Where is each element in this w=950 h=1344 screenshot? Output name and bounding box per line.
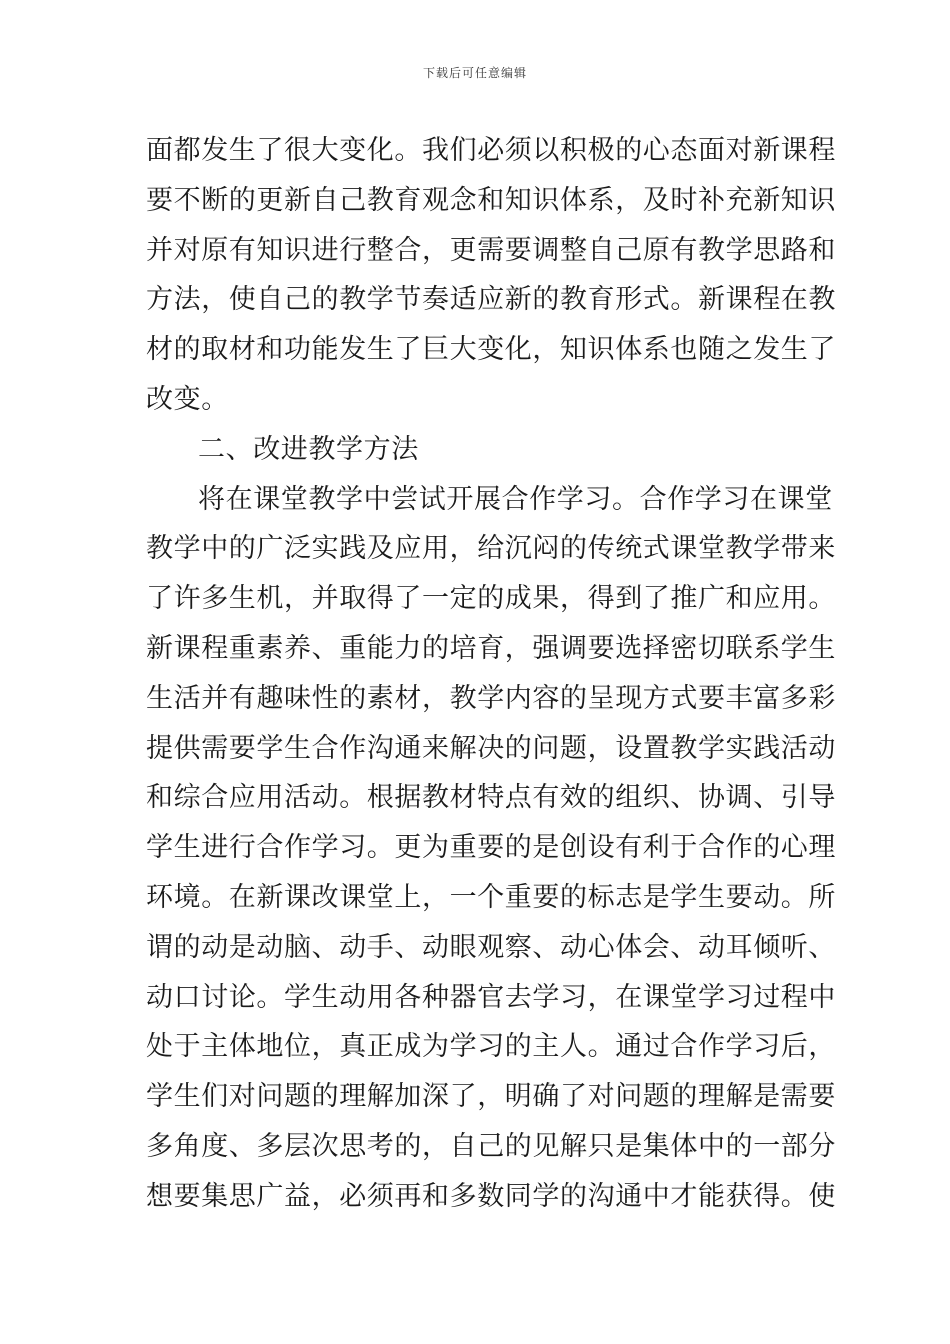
text-line: 面都发生了很大变化。我们必须以积极的心态面对新课程 xyxy=(146,135,836,166)
text-line: 了许多生机，并取得了一定的成果，得到了推广和应用。 xyxy=(146,583,836,615)
text-line: 提供需要学生合作沟通来解决的问题，设置教学实践活动 xyxy=(146,732,836,764)
page-header: 下载后可任意编辑 xyxy=(422,66,527,80)
text-line: 动口讨论。学生动用各种器官去学习，在课堂学习过程中 xyxy=(146,981,836,1013)
text-line: 材的取材和功能发生了巨大变化，知识体系也随之发生了 xyxy=(146,334,836,366)
text-line: 生活并有趣味性的素材，教学内容的呈现方式要丰富多彩 xyxy=(146,682,836,714)
text-line: 学生们对问题的理解加深了，明确了对问题的理解是需要 xyxy=(146,1081,836,1113)
text-line: 新课程重素养、重能力的培育，强调要选择密切联系学生 xyxy=(146,632,836,664)
text-line: 谓的动是动脑、动手、动眼观察、动心体会、动耳倾听、 xyxy=(146,931,836,963)
text-line: 要不断的更新自己教育观念和知识体系，及时补充新知识 xyxy=(146,184,836,216)
document-body xyxy=(146,126,836,1222)
text-line: 学生进行合作学习。更为重要的是创设有利于合作的心理 xyxy=(146,832,836,864)
text-line: 多角度、多层次思考的，自己的见解只是集体中的一部分 xyxy=(146,1130,836,1162)
paragraph-first-line: 将在课堂教学中尝试开展合作学习。合作学习在课堂 xyxy=(198,483,833,515)
text-line: 环境。在新课改课堂上，一个重要的标志是学生要动。所 xyxy=(146,881,836,913)
text-line: 改变。 xyxy=(146,383,229,415)
text-line: 并对原有知识进行整合，更需要调整自己原有教学思路和 xyxy=(146,234,836,266)
text-line: 处于主体地位，真正成为学习的主人。通过合作学习后， xyxy=(146,1031,836,1063)
text-line: 教学中的广泛实践及应用，给沉闷的传统式课堂教学带来 xyxy=(146,533,836,565)
text-line: 方法，使自己的教学节奏适应新的教育形式。新课程在教 xyxy=(146,284,836,316)
text-line: 想要集思广益，必须再和多数同学的沟通中才能获得。使 xyxy=(146,1180,836,1212)
section-heading: 二、改进教学方法 xyxy=(198,433,419,465)
text-line: 和综合应用活动。根据教材特点有效的组织、协调、引导 xyxy=(146,782,836,814)
